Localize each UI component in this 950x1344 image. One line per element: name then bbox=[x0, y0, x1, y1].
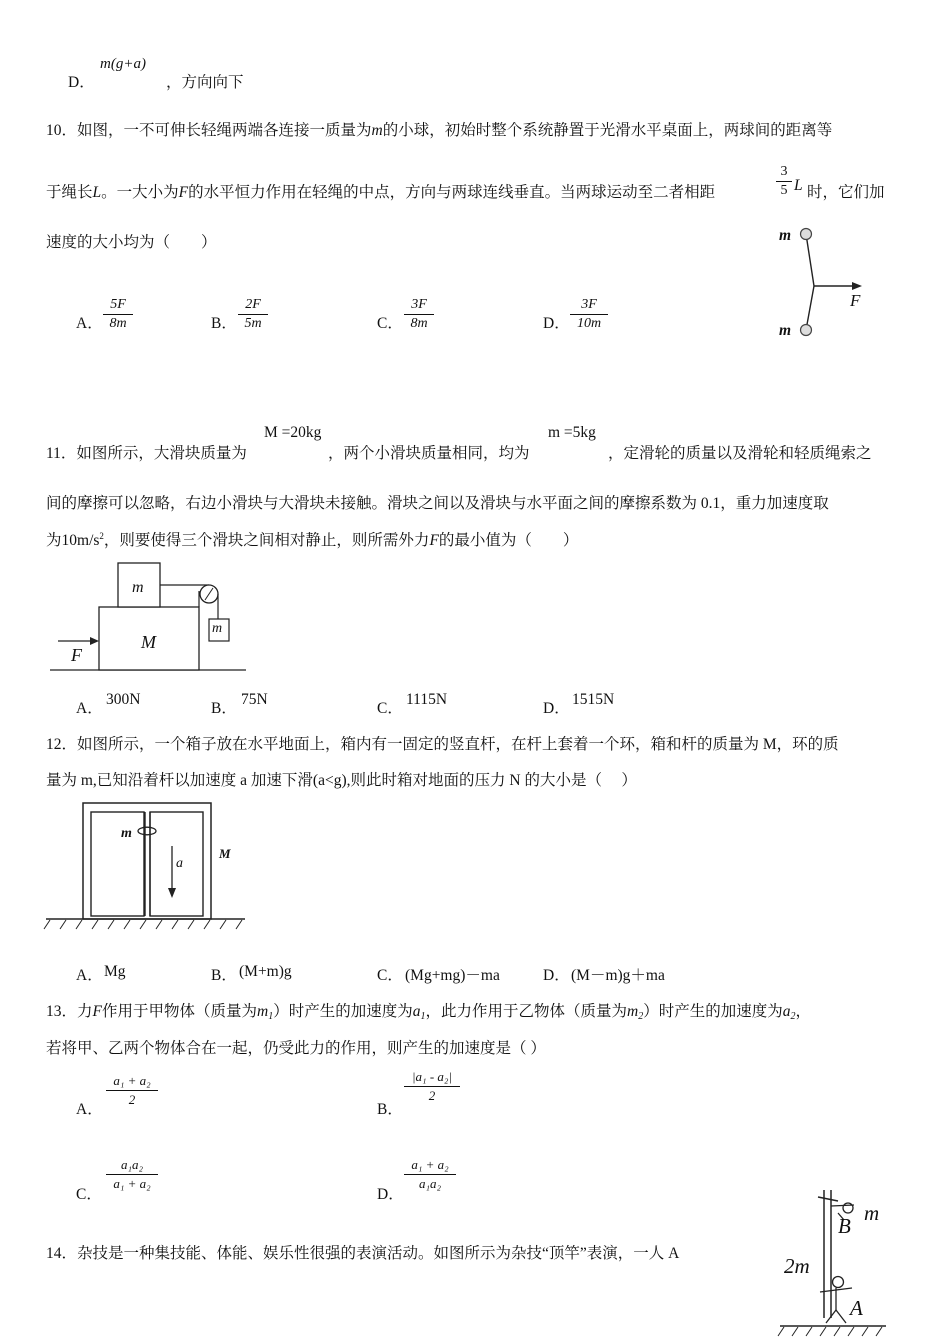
q11-gravity-value: 10m/s bbox=[61, 532, 100, 549]
q13-option-d-label: D． bbox=[377, 1186, 404, 1203]
q10-option-a-label: A． bbox=[76, 315, 103, 332]
q13-m2: m bbox=[626, 1003, 639, 1020]
q9-option-d-label: D． bbox=[68, 74, 95, 91]
q10-figure-force-label: F bbox=[850, 291, 861, 310]
q13-m2-sub: 2 bbox=[638, 1011, 644, 1022]
q10-option-c-fraction bbox=[404, 297, 434, 332]
q10-option-c-label: C． bbox=[377, 315, 403, 332]
q10-text-b: 的小球，初始时整个系统静置于光滑水平桌面上，两球间的距离等 bbox=[382, 122, 833, 139]
q11-option-b-label: B． bbox=[211, 700, 237, 717]
q12-stem-1: 12．如图所示，一个箱子放在水平地面上，箱内有一固定的竖直杆，在杆上套着一个环，箱和杆的质量为 M，环的质 bbox=[46, 736, 839, 753]
q14-person-a-head bbox=[833, 1277, 844, 1288]
q13-option-b-label: B． bbox=[377, 1101, 403, 1118]
q10-figure-top-label: m bbox=[779, 227, 792, 244]
q14-stem-1: 14．杂技是一种集技能、体能、娱乐性很强的表演活动。如图所示为杂技“顶竿”表演，一人 A bbox=[46, 1245, 680, 1262]
q13-option-a-label: A． bbox=[76, 1101, 103, 1118]
q11-option-a-label: A． bbox=[76, 700, 103, 717]
q12-option-c-label: C． bbox=[377, 967, 403, 984]
q10-option-b-den: 5m bbox=[244, 316, 262, 331]
q13-text-1e: ）时产生的加速度为 bbox=[643, 1003, 783, 1020]
q11-stem-1c: ，定滑轮的质量以及滑轮和轻质绳索之 bbox=[608, 445, 872, 462]
q10-distance-num: 3 bbox=[776, 164, 792, 182]
q10-distance-L: L bbox=[794, 177, 803, 194]
q11-option-b-value: 75N bbox=[241, 691, 268, 708]
q11-stem-1b: ，两个小滑块质量相同，均为 bbox=[328, 445, 530, 462]
q14-fig-a-label: A bbox=[850, 1296, 863, 1320]
q13-option-a-den: 2 bbox=[128, 1092, 136, 1107]
q11-fig-force-label: F bbox=[71, 645, 82, 665]
q13-stem-1 bbox=[46, 999, 811, 1022]
q14-fig-2m-label: 2m bbox=[784, 1254, 810, 1278]
q12-option-a-value: Mg bbox=[104, 963, 126, 980]
q13-option-c-num: a₁a₂ bbox=[106, 1157, 158, 1175]
q13-text-1a: 13．力 bbox=[46, 1003, 93, 1020]
q13-a2-sub: 2 bbox=[790, 1011, 796, 1022]
q11-option-c-value: 1115N bbox=[406, 691, 448, 708]
q10-distance-fraction bbox=[776, 164, 792, 199]
q12-fig-accel-label: a bbox=[176, 856, 183, 871]
q10-length-var: L bbox=[92, 184, 102, 201]
q14-fig-b-label: B bbox=[838, 1214, 851, 1238]
q13-option-d-den: a₁a₂ bbox=[418, 1176, 442, 1191]
q12-option-d-value: (M－m)g＋ma bbox=[571, 967, 665, 984]
q13-stem-2: 若将甲、乙两个物体合在一起，仍受此力的作用，则产生的加速度是（ ） bbox=[46, 1040, 546, 1057]
q10-option-b-label: B． bbox=[211, 315, 237, 332]
q12-option-b-value: (M+m)g bbox=[239, 963, 292, 980]
q11-big-mass: M =20kg bbox=[264, 424, 322, 441]
q10-text-2c: 的水平恒力作用在轻绳的中点，方向与两球连线垂直。当两球运动至二者相距 bbox=[188, 184, 716, 201]
q10-force-var: F bbox=[178, 184, 189, 201]
q13-a1: a bbox=[412, 1003, 421, 1020]
q10-text: 10．如图，一不可伸长轻绳两端各连接一质量为 bbox=[46, 122, 372, 139]
q11-fig-hanging-label: m bbox=[212, 621, 223, 636]
q11-stem-2: 间的摩擦可以忽略，右边小滑块与大滑块未接触。滑块之间以及滑块与水平面之间的摩擦系数为 0.1，重力加速度取 bbox=[46, 495, 829, 512]
q12-stem-2: 量为 m,已知沿着杆以加速度 a 加速下滑(a<g),则此时箱对地面的压力 N 的大小是（ ） bbox=[46, 772, 637, 789]
q13-option-d-fraction bbox=[404, 1157, 456, 1192]
q11-option-a-value: 300N bbox=[106, 691, 141, 708]
q10-text-2a: 于绳长 bbox=[46, 184, 93, 201]
q13-option-b-den: 2 bbox=[428, 1088, 436, 1103]
q13-option-c-fraction bbox=[106, 1157, 158, 1192]
q11-small-mass: m =5kg bbox=[548, 424, 596, 441]
q9-option-d-suffix: ，方向向下 bbox=[166, 74, 244, 91]
q13-option-c-label: C． bbox=[76, 1186, 102, 1203]
q10-stem-line-2 bbox=[46, 180, 715, 202]
q9-option-d-expression: m(g+a) bbox=[100, 56, 146, 72]
q11-text-3a: 为 bbox=[46, 532, 62, 549]
q12-option-b-label: B． bbox=[211, 967, 237, 984]
q12-figure bbox=[46, 802, 246, 934]
q13-a2: a bbox=[782, 1003, 791, 1020]
q10-option-c-num: 3F bbox=[404, 297, 434, 315]
q11-stem-3 bbox=[46, 528, 578, 550]
q13-option-b-fraction bbox=[404, 1069, 460, 1104]
q10-distance-den: 5 bbox=[780, 183, 788, 198]
q10-option-d-num: 3F bbox=[570, 297, 608, 315]
q12-fig-ring-label: m bbox=[121, 826, 132, 841]
q10-stem-2d: 时，它们加 bbox=[807, 184, 885, 201]
q13-m1: m bbox=[257, 1003, 269, 1020]
q13-option-d-num: a₁ + a₂ bbox=[404, 1157, 456, 1175]
q12-option-a-label: A． bbox=[76, 967, 103, 984]
q10-stem-line-3: 速度的大小均为（ ） bbox=[46, 234, 217, 251]
q11-text-3b: ，则要使得三个滑块之间相对静止，则所需外力 bbox=[103, 532, 430, 549]
q13-a1-sub: 1 bbox=[420, 1011, 426, 1022]
q10-option-c-den: 8m bbox=[410, 316, 428, 331]
q10-figure-bottom-label: m bbox=[779, 322, 792, 339]
q12-option-d-label: D． bbox=[543, 967, 570, 984]
q10-option-b-fraction bbox=[238, 297, 268, 332]
q13-option-b-num: |a₁ - a₂| bbox=[404, 1069, 460, 1087]
q10-option-d-fraction bbox=[570, 297, 608, 332]
q10-option-a-den: 8m bbox=[109, 316, 127, 331]
q11-stem-1a: 11．如图所示，大滑块质量为 bbox=[46, 445, 247, 462]
q13-text-1f: ， bbox=[795, 1003, 811, 1020]
q11-gravity-exponent: 2 bbox=[99, 530, 104, 541]
q11-force-var: F bbox=[429, 532, 439, 549]
q10-stem-line-1 bbox=[46, 118, 832, 140]
q13-option-c-den: a₁ + a₂ bbox=[113, 1176, 151, 1191]
q10-option-d-label: D． bbox=[543, 315, 570, 332]
q12-fig-box-label: M bbox=[219, 846, 231, 861]
q11-text-3c: 的最小值为（ ） bbox=[438, 532, 579, 549]
q13-text-1b: 作用于甲物体（质量为 bbox=[101, 1003, 257, 1020]
q10-option-a-fraction bbox=[103, 297, 133, 332]
q13-option-a-fraction bbox=[106, 1073, 158, 1108]
q13-text-1c: ）时产生的加速度为 bbox=[273, 1003, 413, 1020]
q10-option-d-den: 10m bbox=[576, 316, 602, 331]
q10-mass-var: m bbox=[371, 122, 383, 139]
q12-option-c-value: (Mg+mg)－ma bbox=[405, 967, 500, 984]
q13-m1-sub: 1 bbox=[268, 1011, 274, 1022]
q11-fig-top-label: m bbox=[132, 579, 144, 596]
q11-fig-big-label: M bbox=[141, 632, 156, 652]
q11-option-d-label: D． bbox=[543, 700, 570, 717]
q14-fig-m-label: m bbox=[864, 1201, 880, 1225]
q10-text-2b: 。一大小为 bbox=[101, 184, 179, 201]
q10-top-ball bbox=[801, 229, 812, 240]
q10-option-a-num: 5F bbox=[103, 297, 133, 315]
q11-option-c-label: C． bbox=[377, 700, 403, 717]
q10-bottom-ball bbox=[801, 325, 812, 336]
q13-option-a-num: a₁ + a₂ bbox=[106, 1073, 158, 1091]
q13-force-var: F bbox=[92, 1003, 102, 1020]
q13-text-1d: ，此力作用于乙物体（质量为 bbox=[425, 1003, 627, 1020]
q11-option-d-value: 1515N bbox=[572, 691, 615, 708]
q10-option-b-num: 2F bbox=[238, 297, 268, 315]
